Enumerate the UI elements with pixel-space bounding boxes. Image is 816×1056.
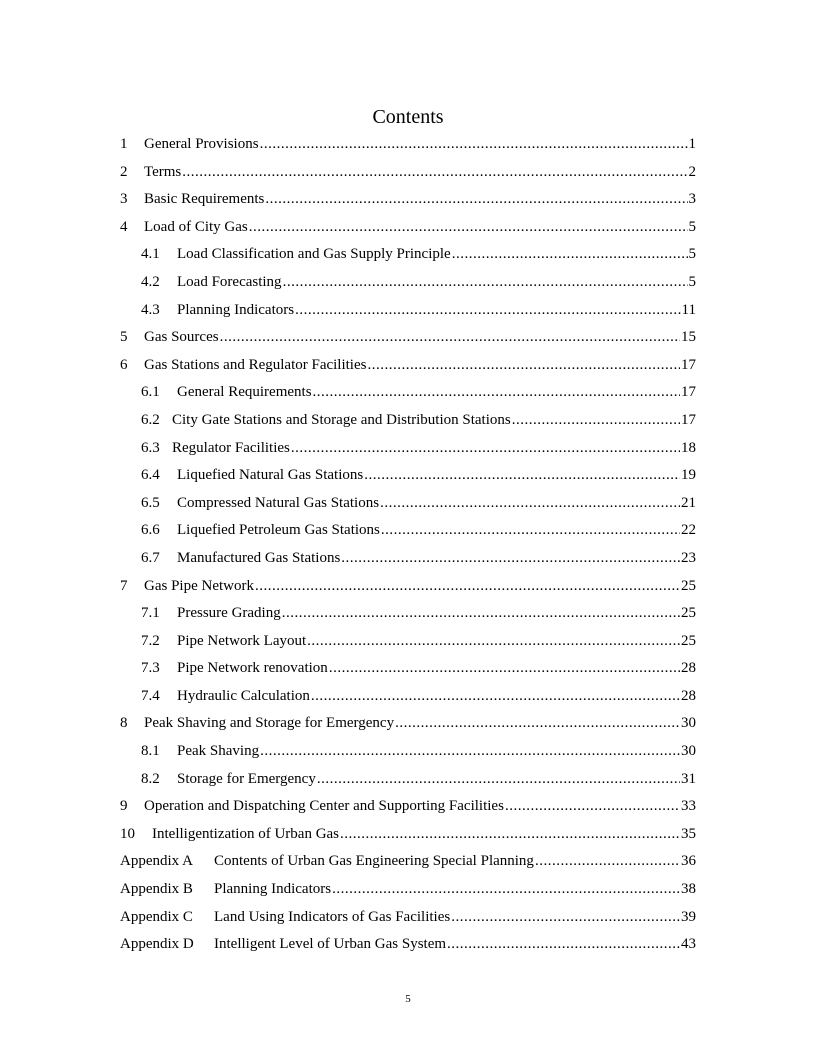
toc-entry[interactable] (120, 131, 696, 159)
toc-entry-page: 28 (681, 660, 696, 677)
dot-leader (249, 214, 688, 242)
dot-leader (329, 655, 680, 683)
toc-entry-title: General Requirements (177, 384, 312, 401)
toc-entry[interactable] (120, 683, 696, 711)
toc-entry-page: 30 (681, 743, 696, 760)
toc-entry-number: 7.2 (141, 632, 160, 649)
toc-entry-title: Gas Pipe Network (144, 577, 254, 594)
toc-entry-page: 5 (688, 218, 696, 235)
toc-entry-page: 35 (681, 825, 696, 842)
dot-leader (182, 159, 687, 187)
toc-entry-title: Intelligent Level of Urban Gas System (214, 936, 447, 953)
toc-entry[interactable] (120, 297, 696, 325)
dot-leader (451, 904, 680, 932)
toc-entry[interactable] (120, 600, 696, 628)
toc-entry-title: Gas Sources (144, 329, 219, 346)
toc-entry[interactable] (120, 848, 696, 876)
toc-entry-page: 25 (681, 577, 696, 594)
toc-entry-page: 39 (681, 908, 696, 925)
dot-leader (395, 710, 680, 738)
dot-leader (265, 186, 687, 214)
toc-entry[interactable] (120, 517, 696, 545)
toc-entry-number: 8 (120, 715, 128, 732)
toc-entry[interactable] (120, 766, 696, 794)
dot-leader (512, 407, 680, 435)
toc-entry-title: Regulator Facilities (172, 439, 290, 456)
toc-entry-title: Planning Indicators (214, 881, 332, 898)
toc-entry-number: 9 (120, 798, 128, 815)
toc-entry[interactable] (120, 931, 696, 959)
toc-entry[interactable] (120, 324, 696, 352)
toc-entry-number: 3 (120, 191, 128, 208)
dot-leader (220, 324, 680, 352)
toc-entry-page: 30 (681, 715, 696, 732)
toc-entry-page: 33 (681, 798, 696, 815)
toc-entry-page: 15 (681, 329, 696, 346)
toc-entry-page: 3 (688, 191, 696, 208)
dot-leader (311, 683, 680, 711)
dot-leader (283, 269, 688, 297)
toc-entry-number: 1 (120, 136, 128, 152)
toc-entry-number: 7 (120, 577, 128, 594)
dot-leader (313, 379, 680, 407)
toc-entry-number: 4.2 (141, 273, 160, 290)
toc-entry[interactable] (120, 904, 696, 932)
dot-leader (307, 628, 680, 656)
dot-leader (447, 931, 680, 959)
dot-leader (295, 297, 680, 325)
toc-entry[interactable] (120, 269, 696, 297)
dot-leader (367, 352, 680, 380)
toc-entry[interactable] (120, 628, 696, 656)
toc-entry-page: 5 (688, 246, 696, 263)
page-number: 5 (405, 993, 411, 1005)
toc-entry[interactable] (120, 186, 696, 214)
toc-entry[interactable] (120, 793, 696, 821)
toc-entry[interactable] (120, 738, 696, 766)
toc-entry[interactable] (120, 435, 696, 463)
toc-entry-page: 1 (688, 136, 696, 152)
toc-entry-title: Peak Shaving (177, 743, 260, 760)
toc-entry-number: Appendix B (120, 881, 193, 898)
toc-entry-number: 6 (120, 356, 128, 373)
toc-entry-title: Intelligentization of Urban Gas (152, 825, 340, 842)
toc-entry-title: Land Using Indicators of Gas Facilities (214, 908, 451, 925)
toc-entry-number: 6.3 (141, 439, 160, 456)
toc-entry-number: 4.3 (141, 301, 160, 318)
toc-entry-number: 4.1 (141, 246, 160, 263)
toc-entry-number: 7.4 (141, 687, 160, 704)
toc-entry-title: Planning Indicators (177, 301, 295, 318)
toc-entry-number: 6.1 (141, 384, 160, 401)
toc-entry-title: Load Classification and Gas Supply Principle (177, 246, 451, 263)
toc-entry-page: 38 (681, 881, 696, 898)
dot-leader (291, 435, 680, 463)
toc-entry-title: City Gate Stations and Storage and Distribution Stations (172, 411, 511, 428)
toc-entry[interactable] (120, 876, 696, 904)
dot-leader (341, 545, 680, 573)
dot-leader (317, 766, 680, 794)
dot-leader (340, 821, 680, 849)
toc-entry[interactable] (120, 490, 696, 518)
toc-entry-number: 7.3 (141, 660, 160, 677)
toc-entry-title: Terms (144, 163, 182, 180)
toc-entry[interactable] (120, 821, 696, 849)
dot-leader (364, 462, 680, 490)
toc-entry-title: Liquefied Petroleum Gas Stations (177, 522, 380, 539)
toc-entry-title: Load Forecasting (177, 273, 282, 290)
toc-entry-number: 6.5 (141, 494, 160, 511)
dot-leader (255, 573, 680, 601)
toc-entry-title: Contents of Urban Gas Engineering Special Planning (214, 853, 534, 870)
toc-entry-page: 18 (681, 439, 696, 456)
toc-entry-title: Peak Shaving and Storage for Emergency (144, 715, 395, 732)
dot-leader (260, 131, 688, 159)
toc-entry-title: Hydraulic Calculation (177, 687, 310, 704)
toc-entry[interactable] (120, 352, 696, 380)
toc-entry-page: 17 (681, 356, 696, 373)
toc-entry-page: 36 (681, 853, 696, 870)
toc-entry-page: 23 (681, 549, 696, 566)
page-title: Contents (372, 106, 444, 128)
toc-entry-page: 17 (681, 411, 696, 428)
toc-entry-title: General Provisions (144, 136, 259, 152)
toc-entry-title: Basic Requirements (144, 191, 265, 208)
toc-entry-page: 25 (681, 632, 696, 649)
toc-entry-number: 6.6 (141, 522, 160, 539)
dot-leader (452, 241, 688, 269)
toc-entry-title: Load of City Gas (144, 218, 248, 235)
toc-entry[interactable] (120, 655, 696, 683)
toc-entry-title: Gas Stations and Regulator Facilities (144, 356, 367, 373)
toc-entry[interactable] (120, 379, 696, 407)
toc-entry-title: Operation and Dispatching Center and Supporting Facilities (144, 798, 504, 815)
toc-entry[interactable] (120, 573, 696, 601)
toc-entry-number: 6.7 (141, 549, 160, 566)
toc-entry[interactable] (120, 710, 696, 738)
toc-entry-title: Compressed Natural Gas Stations (177, 494, 380, 511)
toc-entry-number: 7.1 (141, 605, 160, 622)
toc-entry[interactable] (120, 545, 696, 573)
dot-leader (260, 738, 680, 766)
table-of-contents (120, 131, 696, 959)
toc-entry[interactable] (120, 407, 696, 435)
toc-entry-title: Storage for Emergency (177, 770, 316, 787)
toc-entry-title: Liquefied Natural Gas Stations (177, 467, 364, 484)
toc-entry-number: Appendix C (120, 908, 193, 925)
toc-entry-page: 43 (681, 936, 696, 953)
toc-entry-page: 28 (681, 687, 696, 704)
toc-entry[interactable] (120, 214, 696, 242)
toc-entry-page: 17 (681, 384, 696, 401)
toc-entry[interactable] (120, 241, 696, 269)
toc-entry-page: 19 (681, 467, 696, 484)
toc-entry-title: Pressure Grading (177, 605, 281, 622)
dot-leader (380, 490, 680, 518)
toc-entry-page: 11 (681, 301, 696, 318)
toc-entry-number: 8.1 (141, 743, 160, 760)
dot-leader (381, 517, 680, 545)
toc-entry-page: 22 (681, 522, 696, 539)
dot-leader (282, 600, 680, 628)
toc-entry-number: 4 (120, 218, 128, 235)
dot-leader (332, 876, 680, 904)
toc-entry-page: 2 (688, 163, 696, 180)
toc-entry[interactable] (120, 462, 696, 490)
toc-entry[interactable] (120, 159, 696, 187)
toc-entry-title: Manufactured Gas Stations (177, 549, 341, 566)
toc-entry-number: 6.4 (141, 467, 160, 484)
toc-entry-number: 5 (120, 329, 128, 346)
toc-entry-title: Pipe Network Layout (177, 632, 307, 649)
toc-entry-number: Appendix A (120, 853, 193, 870)
dot-leader (505, 793, 680, 821)
toc-entry-page: 31 (681, 770, 696, 787)
toc-entry-page: 21 (681, 494, 696, 511)
toc-entry-number: 2 (120, 163, 128, 180)
toc-entry-number: Appendix D (120, 936, 194, 953)
toc-entry-page: 5 (688, 273, 696, 290)
dot-leader (535, 848, 680, 876)
toc-entry-number: 8.2 (141, 770, 160, 787)
toc-entry-number: 6.2 (141, 411, 160, 428)
toc-entry-number: 10 (120, 825, 135, 842)
toc-entry-page: 25 (681, 605, 696, 622)
toc-entry-title: Pipe Network renovation (177, 660, 328, 677)
